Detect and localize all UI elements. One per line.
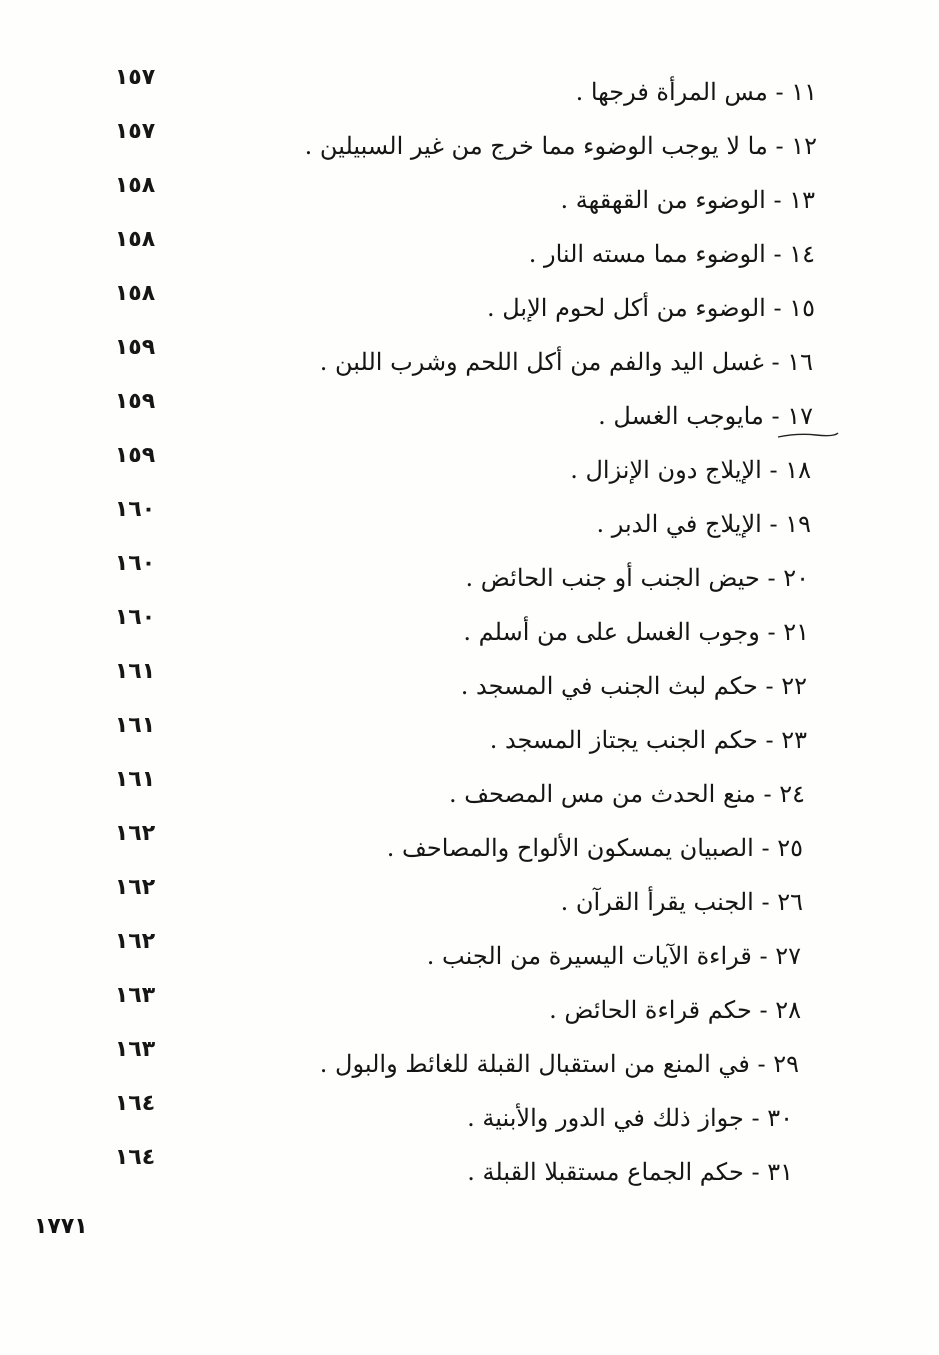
entry-title: ١٨ - الإيلاج دون الإنزال .	[570, 456, 811, 484]
entry-page-number: ١٦٠	[114, 605, 156, 630]
entry-page-number: ١٥٧	[114, 65, 156, 90]
toc-entry	[0, 876, 939, 930]
entry-page-number: ١٦٢	[114, 821, 156, 846]
toc-entry	[0, 282, 939, 336]
entry-page-number: ١٦١	[114, 713, 156, 738]
entry-title: ٢٥ - الصبيان يمسكون الألواح والمصاحف .	[386, 834, 803, 862]
entry-page-number: ١٦١	[114, 659, 156, 684]
entry-page-number: ١٥٨	[114, 281, 156, 306]
entry-page-number: ١٥٨	[114, 227, 156, 252]
entry-page-number: ١٥٧	[114, 119, 156, 144]
entry-page-number: ١٦٤	[114, 1091, 156, 1116]
entry-page-number: ١٦٢	[114, 929, 156, 954]
entry-title: ١٧ - مايوجب الغسل .	[598, 402, 813, 430]
entry-title: ٢٠ - حيض الجنب أو جنب الحائض .	[465, 564, 809, 592]
entry-page-number: ١٦٣	[114, 1037, 156, 1062]
entry-page-number: ١٦١	[114, 767, 156, 792]
handwritten-underline-mark	[776, 430, 840, 440]
entry-title: ١٩ - الإيلاج في الدبر .	[596, 510, 811, 538]
entry-page-number: ١٥٩	[114, 389, 156, 414]
entry-title: ١٦ - غسل اليد والفم من أكل اللحم وشرب اللبن .	[319, 348, 813, 376]
entry-page-number: ١٦٣	[114, 983, 156, 1008]
entry-page-number: ١٦٠	[114, 551, 156, 576]
toc-entry	[0, 174, 939, 228]
entry-page-number: ١٥٩	[114, 443, 156, 468]
toc-entry	[0, 66, 939, 120]
toc-entry	[0, 1092, 939, 1146]
entry-title: ١٥ - الوضوء من أكل لحوم الإبل .	[486, 294, 815, 322]
toc-entry	[0, 552, 939, 606]
entry-title: ٢٩ - في المنع من استقبال القبلة للغائط والبول .	[319, 1050, 799, 1078]
toc-entry	[0, 1038, 939, 1092]
entry-title: ٢٧ - قراءة الآيات اليسيرة من الجنب .	[426, 942, 801, 970]
toc-entry	[0, 822, 939, 876]
toc-entry	[0, 984, 939, 1038]
entry-title: ٢٦ - الجنب يقرأ القرآن .	[560, 888, 803, 916]
toc-entry	[0, 606, 939, 660]
entry-title: ١١ - مس المرأة فرجها .	[575, 78, 817, 106]
entry-title: ٢٢ - حكم لبث الجنب في المسجد .	[460, 672, 807, 700]
entry-title: ١٣ - الوضوء من القهقهة .	[560, 186, 815, 214]
entry-page-number: ١٦٠	[114, 497, 156, 522]
toc-entry	[0, 120, 939, 174]
entry-page-number: ١٦٤	[114, 1145, 156, 1170]
toc-entry	[0, 1146, 939, 1200]
toc-entry	[0, 714, 939, 768]
toc-entry	[0, 768, 939, 822]
entry-title: ٢١ - وجوب الغسل على من أسلم .	[463, 618, 809, 646]
toc-entry	[0, 498, 939, 552]
entry-page-number: ١٥٩	[114, 335, 156, 360]
entry-title: ٢٣ - حكم الجنب يجتاز المسجد .	[489, 726, 807, 754]
footer-page-number: ١٧٧١	[34, 1214, 88, 1239]
entry-title: ٢٤ - منع الحدث من مس المصحف .	[448, 780, 805, 808]
toc-entry	[0, 228, 939, 282]
entry-title: ٣١ - حكم الجماع مستقبلا القبلة .	[467, 1158, 793, 1186]
entry-title: ١٤ - الوضوء مما مسته النار .	[528, 240, 815, 268]
toc-entry	[0, 660, 939, 714]
toc-entry	[0, 444, 939, 498]
entry-title: ٣٠ - جواز ذلك في الدور والأبنية .	[467, 1104, 793, 1132]
toc-entry	[0, 930, 939, 984]
toc-entry	[0, 336, 939, 390]
entry-title: ٢٨ - حكم قراءة الحائض .	[549, 996, 801, 1024]
entry-page-number: ١٦٢	[114, 875, 156, 900]
entry-title: ١٢ - ما لا يوجب الوضوء مما خرج من غير السبيلين .	[304, 132, 817, 160]
entry-page-number: ١٥٨	[114, 173, 156, 198]
